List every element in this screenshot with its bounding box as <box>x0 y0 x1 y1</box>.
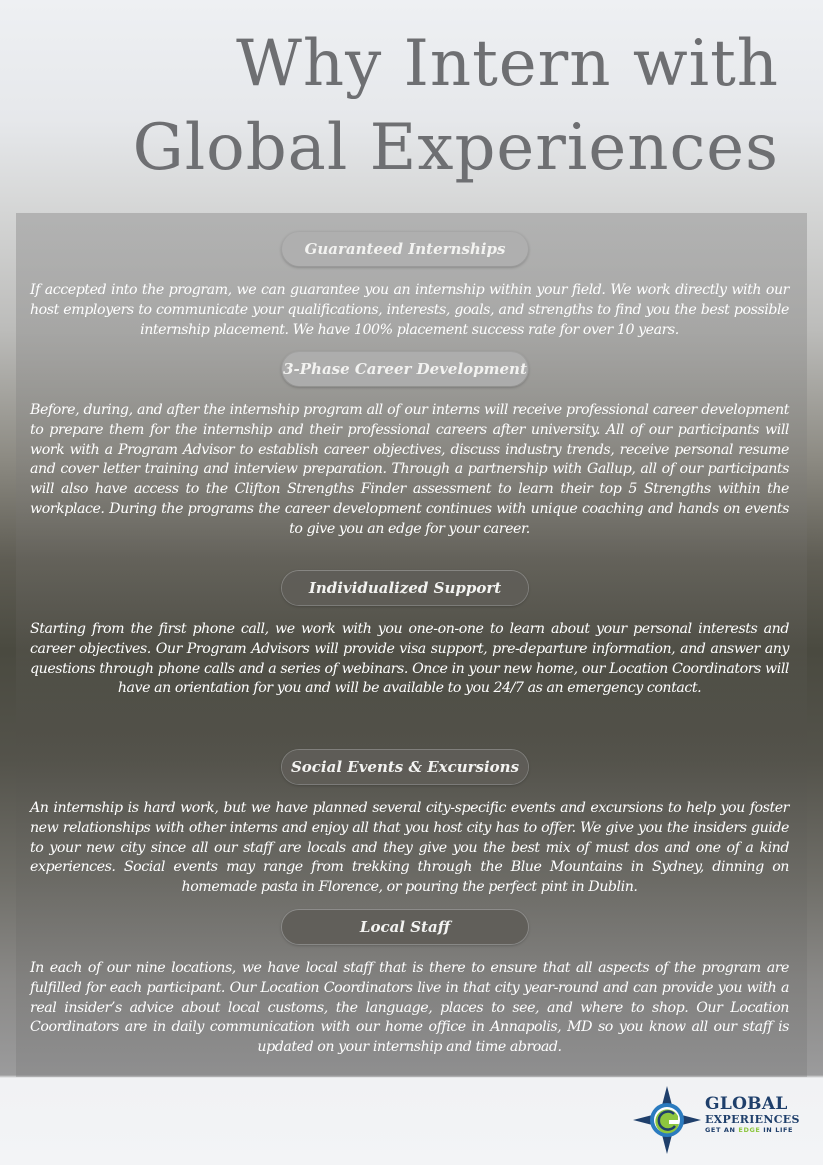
title-line-1: Why Intern with <box>236 27 779 101</box>
logo-tagline: GET AN EDGE IN LIFE <box>705 1126 794 1134</box>
section-body-career-development: Before, during, and after the internship program all of our interns will receive professional career development to prepare them for the internship and their professional careers after university. All of our participants will work with a Program Advisor to establish career objectives, discuss industry trends, receive personal resume and cover letter training and interview preparation. Through a partnership with Gallup, all of our participants will also have access to the Clifton Strengths Finder assessment to learn their top 5 Strengths within the workplace. During the programs the career development continues with unique coaching and hands on events to give you an edge for your career. <box>30 402 789 537</box>
section-heading-guaranteed-internships: Guaranteed Internships <box>282 232 528 266</box>
section-heading-local-staff: Local Staff <box>282 910 528 944</box>
logo-name-line1: GLOBAL <box>705 1094 788 1114</box>
section-body-local-staff: In each of our nine locations, we have local staff that is there to ensure that all aspects of the program are fulfilled for each participant. Our Location Coordinators live in that city year-round and can provide you with a real insider’s advice about local customs, the language, places to see, and where to shop. Our Location Coordinators are in daily communication with our home office in Annapolis, MD so you know all our staff is updated on your internship and time abroad. <box>30 960 789 1056</box>
logo-wordmark <box>705 1096 800 1135</box>
section-heading-career-development: 3-Phase Career Development <box>282 352 528 386</box>
content-panel <box>16 213 807 1077</box>
page-title <box>133 22 779 190</box>
section-heading-social-events: Social Events & Excursions <box>282 750 528 784</box>
section-body-guaranteed-internships: If accepted into the program, we can guarantee you an internship within your field. We work directly with our host employers to communicate your qualifications, interests, goals, and strengths to find you the best possible internship placement. We have 100% placement success rate for over 10 years. <box>30 282 789 338</box>
section-heading-individualized-support: Individualized Support <box>282 571 528 605</box>
title-line-2: Global Experiences <box>132 111 779 185</box>
section-body-social-events: An internship is hard work, but we have planned several city-specific events and excursions to help you foster new relationships with other interns and enjoy all that you host city has to offer. We give you the insiders guide to your new city since all our staff are locals and they give you the best mix of must dos and one of a kind experiences. Social events may range from trekking through the Blue Mountains in Sydney, dinning on homemade pasta in Florence, or pouring the perfect pint in Dublin. <box>30 800 789 896</box>
compass-g-icon <box>633 1086 701 1154</box>
section-body-individualized-support: Starting from the first phone call, we work with you one-on-one to learn about your personal interests and career objectives. Our Program Advisors will provide visa support, pre-departure information, and answer any questions through phone calls and a series of webinars. Once in your new home, our Location Coordinators will have an orientation for you and will be available to you 24/7 as an emergency contact. <box>30 621 789 697</box>
global-experiences-logo <box>633 1086 798 1152</box>
logo-name-line2: EXPERIENCES <box>705 1113 800 1126</box>
